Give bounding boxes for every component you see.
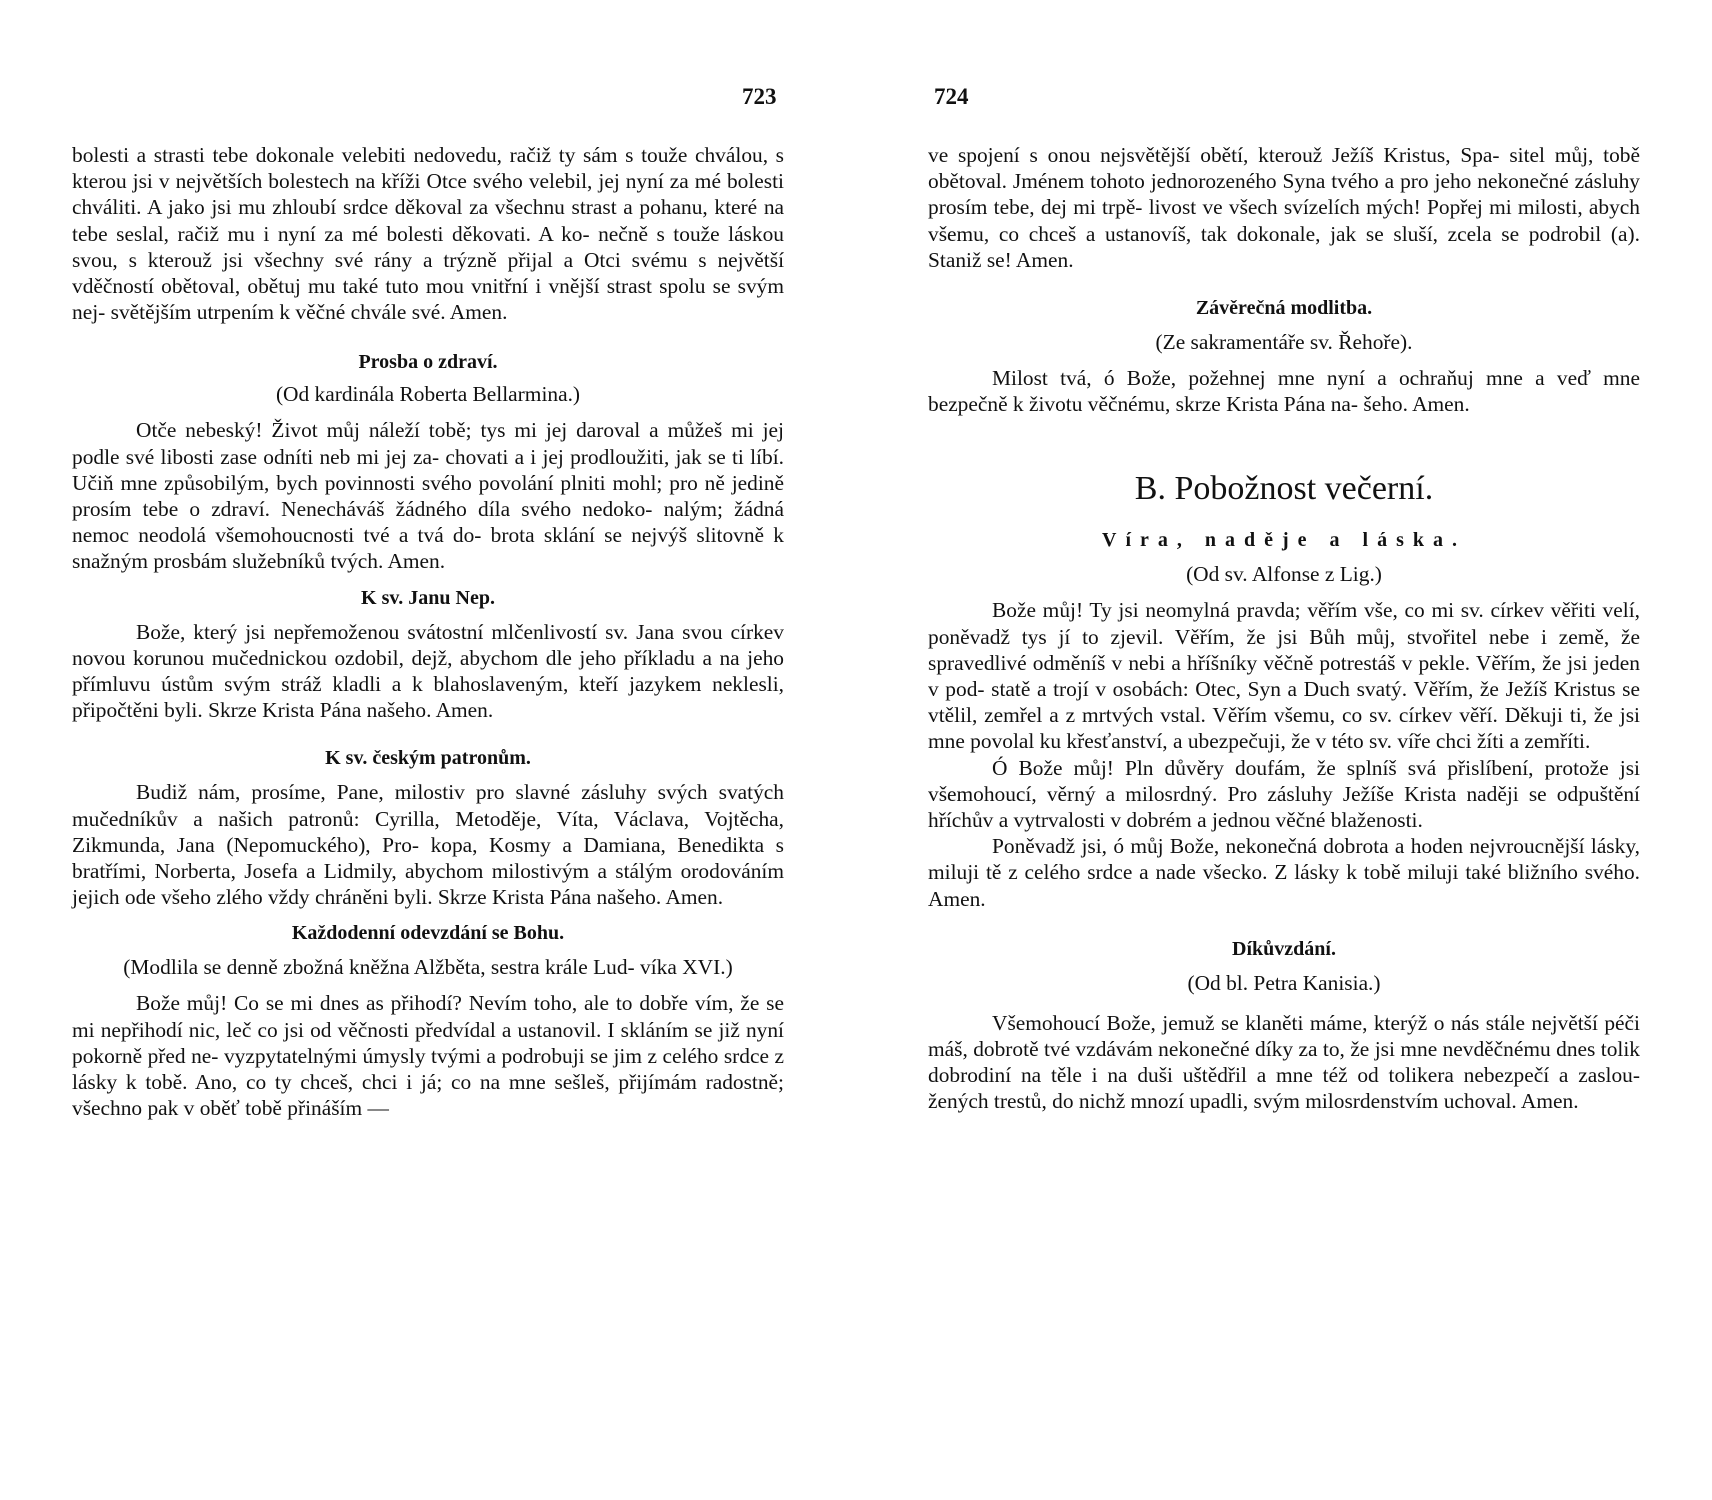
text-line: protože jsi všemohoucí, věrný a milosrdný. Pro zásluhy Ježíše xyxy=(928,755,1640,806)
page-number-right: 724 xyxy=(934,84,969,109)
text-line: bolesti a strasti tebe dokonale velebiti nedovedu, račiž ty sám xyxy=(72,143,618,167)
section-source-kanisius: (Od bl. Petra Kanisia.) xyxy=(1187,970,1381,995)
section-heading-prosba: Prosba o zdraví. xyxy=(358,351,498,374)
text-line: uchoval. Amen. xyxy=(1443,1089,1579,1114)
text-line: trýzně přijal a Otci svému s největší vděčností obětoval, obětuj xyxy=(72,247,785,299)
page-number-left: 723 xyxy=(742,84,777,109)
text-line: Jana svou církev novou korunou mučednickou ozdobil, dejž, xyxy=(72,619,784,670)
section-source-rehor: (Ze sakramentáře sv. Řehoře). xyxy=(1155,330,1413,355)
text-line: a Lidmily, abychom milostivým a stálým orodováním jejich xyxy=(72,859,784,910)
text-line: Bože můj! Ty jsi neomylná pravda; věřím vše, co mi xyxy=(992,598,1455,623)
prayer-paragraph-laska xyxy=(928,833,1640,912)
text-line: Poněvadž jsi, ó můj Bože, nekonečná dobrota a hoden xyxy=(992,834,1464,859)
text-line: mu také tuto mou vnitřní i vnější strast spolu se svým nej- xyxy=(72,274,784,325)
text-line: (Modlila se denně zbožná kněžna Alžběta, sestra krále Lud- xyxy=(123,955,635,980)
text-line: Budiž nám, prosíme, Pane, milostiv pro slavné zásluhy xyxy=(136,780,647,805)
section-source-bellarmin: (Od kardinála Roberta Bellarmina.) xyxy=(275,382,581,407)
text-line: za to, že jsi mne nevděčnému dnes tolik dobrodiní na těle xyxy=(928,1037,1640,1088)
continued-paragraph-right xyxy=(928,142,1640,273)
text-line: nejvroucnější lásky, miluji tě z celého srdce a nade všecko. xyxy=(928,834,1640,885)
text-line: Ježíš Kristus se vtělil, zemřel a z mrtvých vstal. Věřím všemu, xyxy=(928,677,1640,728)
text-line: a hříšníky věčně potrestáš v pekle. Věřím, že jsi jeden v pod- xyxy=(928,650,1640,702)
text-line: co sv. církev věří. Děkuji ti, že jsi mne povolal ku křesťanství, xyxy=(928,703,1640,754)
text-line: Bože, který jsi nepřemoženou svátostní mlčenlivostí sv. xyxy=(136,619,629,644)
continued-paragraph xyxy=(72,142,784,325)
section-heading-dikuvzdani: Díkůvzdání. xyxy=(1232,937,1336,960)
prayer-paragraph-prosba xyxy=(72,417,784,574)
part-title-vecerni: B. Pobožnost večerní. xyxy=(1134,470,1434,508)
text-line: jednou věčné blaženosti. xyxy=(1211,808,1423,833)
text-line: Krista naději se odpuštění hříchův a vytrvalosti v dobrém a xyxy=(928,781,1640,833)
text-line: livost ve všech svízelích mých! Popřej mi milosti, abych xyxy=(1148,195,1640,220)
text-line: Otče nebeský! Život můj náleží tobě; tys mi jej daroval xyxy=(136,418,641,443)
text-line: byli. Skrze Krista Pána našeho. Amen. xyxy=(164,698,494,723)
text-line: Víta, Václava, Vojtěcha, Zikmunda, Jana (Nepomuckého), Pro- xyxy=(72,806,784,857)
text-line: bych povinnosti svého povolání plniti mohl; pro ně jedině xyxy=(276,470,784,495)
text-line: všemu, co chceš a ustanovíš, tak dokonale, jak se sluší, zcela xyxy=(928,221,1492,246)
text-line: sešleš, přijímám radostně; všechno pak v oběť tobě přináším — xyxy=(72,1070,784,1121)
text-line: a můžeš mi jej podle své libosti zase odníti neb mi jej za- xyxy=(72,418,784,469)
prayer-paragraph-dikuvzdani xyxy=(928,1010,1640,1115)
text-line: ode všeho zlého vždy chráněni byli. Skrze Krista Pána našeho. xyxy=(124,885,662,910)
prayer-paragraph-odevzdani xyxy=(72,990,784,1121)
section-heading-jan-nep: K sv. Janu Nep. xyxy=(361,586,495,609)
text-line: mu zhloubí srdce děkoval za všechnu strast a pohanu, které xyxy=(238,195,758,220)
text-line: Otce svého velebil, jej nyní za mé bolesti chváliti. A jako jsi xyxy=(72,169,784,220)
text-line: ve spojení s onou nejsvětější obětí, kterouž Ježíš Kristus, Spa- xyxy=(928,143,1500,167)
text-line: Milost tvá, ó Bože, požehnej mne nyní a ochraňuj mne xyxy=(992,366,1523,391)
prayer-paragraph-jan-nep xyxy=(72,619,784,724)
section-heading-patroni: K sv. českým patronům. xyxy=(325,747,531,770)
text-line: Ó Bože můj! Pln důvěry doufám, že splníš svá přislíbení, xyxy=(992,755,1534,780)
text-line: sitel můj, tobě obětoval. Jménem tohoto jednorozeného Syna xyxy=(928,143,1640,194)
text-line: statě a trojí v osobách: Otec, Syn a Duch svatý. Věřím, že xyxy=(991,677,1499,702)
prayer-paragraph-nadeje xyxy=(928,755,1640,834)
text-line: na tebe seslal, račiž mu i nyní za mé bolesti děkovati. A ko- xyxy=(72,195,785,246)
text-line: vyzpytatelnými úmysly tvými a podrobuji se jim z celého xyxy=(223,1043,719,1068)
text-line: i na duši uštědřil a mne též od tolikera nebezpečí a zaslou- xyxy=(1091,1063,1640,1088)
text-line: Amen. xyxy=(665,885,724,910)
text-line: se podrobil (a). Staniž se! Amen. xyxy=(928,221,1640,272)
section-heading-odevzdani: Každodenní odevzdání se Bohu. xyxy=(291,922,565,945)
text-line: srdce z lásky k tobě. Ano, co ty chceš, chci i já; co na mne xyxy=(72,1043,784,1095)
text-line: abychom dle jeho příkladu a na jeho přímluvu ústům svým stráž xyxy=(72,645,784,697)
text-line: kladli a k blahoslaveným, kteří jazykem neklesli, připočtěni xyxy=(72,672,784,723)
prayer-paragraph-zaverecna xyxy=(928,365,1640,417)
text-line: předvídal a ustanovil. I skláním se již nyní pokorně před ne- xyxy=(72,1017,784,1068)
text-line: a ubezpečuji, že v této sv. víře chci žíti a zemříti. xyxy=(1173,729,1591,754)
text-line: tvého a pro jeho nekonečné zásluhy prosím tebe, dej mi trpě- xyxy=(928,169,1640,220)
section-source-alzbeta xyxy=(72,954,784,980)
section-heading-zaverecna: Závěrečná modlitba. xyxy=(1195,297,1373,320)
text-line: světějším utrpením k věčné chvále své. Amen. xyxy=(110,300,508,325)
section-source-alfons: (Od sv. Alfonse z Lig.) xyxy=(1186,562,1382,587)
text-line: a veď mne bezpečně k životu věčnému, skrze Krista Pána na- xyxy=(928,366,1640,417)
text-line: chovati a i jej prodloužiti, jak se ti líbí. Učiň mne způsobilým, xyxy=(72,444,784,495)
text-line: víka XVI.) xyxy=(640,955,733,980)
text-line: nečně s touže láskou svou, s kterouž jsi všechny své rány a xyxy=(72,221,784,272)
text-line: Z lásky k tobě miluji také bližního svého. Amen. xyxy=(928,860,1640,911)
left-page-content xyxy=(72,142,784,1121)
text-line: sv. církev věřiti velí, poněvadž tys jí to zjevil. Věřím, že jsi xyxy=(928,598,1640,649)
text-line: brota sklání se nejvýš slitovně k snažným prosbám služebníků xyxy=(72,523,784,574)
text-line: šeho. Amen. xyxy=(1363,392,1470,417)
prayer-paragraph-patroni xyxy=(72,779,784,910)
section-heading-vira: Víra, naděje a láska. xyxy=(1102,529,1466,552)
text-line: svých svatých mučedníkův a našich patronů: Cyrilla, Metoděje, xyxy=(72,780,784,831)
text-line: Bůh můj, stvořitel nebe i země, že spravedlivé odměníš v nebi xyxy=(928,624,1640,675)
text-line: nalým; žádná nemoc neodolá všemohoucnosti tvé a tvá do- xyxy=(72,497,784,548)
text-line: s touže chválou, s kterou jsi v největších bolestech na kříži xyxy=(72,143,784,194)
text-line: kopa, Kosmy a Damiana, Benedikta s bratřími, Norberta, Josefa xyxy=(72,832,785,884)
prayer-paragraph-vira xyxy=(928,597,1640,754)
right-page-content xyxy=(928,142,1640,1115)
text-line: tvých. Amen. xyxy=(330,549,446,574)
text-line: Všemohoucí Bože, jemuž se klaněti máme, kterýž o nás xyxy=(992,1010,1480,1035)
text-line: Bože můj! Co se mi dnes as přihodí? Nevím toho, ale xyxy=(136,991,609,1016)
text-line: stále největší péči máš, dobrotě tvé vzdávám nekonečné díky xyxy=(928,1010,1640,1062)
text-line: prosím tebe o zdraví. Nenecháváš žádného díla svého nedoko- xyxy=(72,497,653,522)
text-line: to dobře vím, že se mi nepřihodí nic, leč co jsi od věčnosti xyxy=(72,991,784,1042)
text-line: žených trestů, do nichž mnozí upadli, svým milosrdenstvím xyxy=(928,1089,1439,1114)
